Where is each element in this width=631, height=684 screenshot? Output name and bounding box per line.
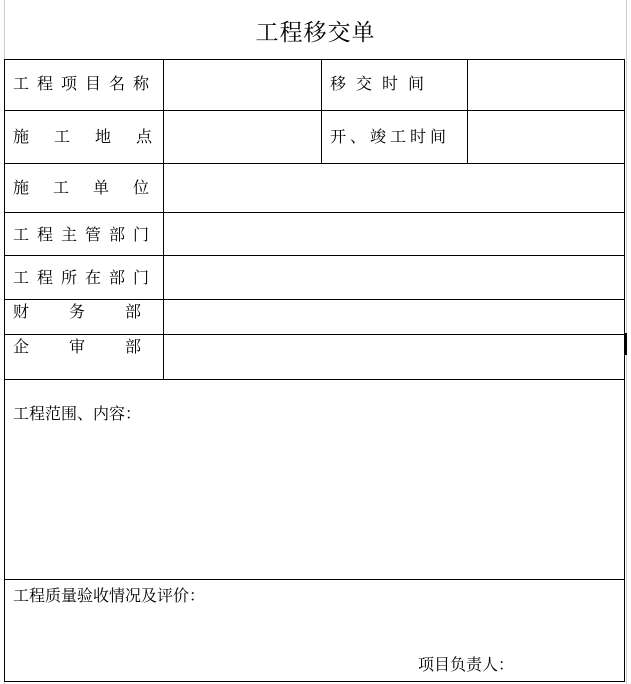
column-divider: [321, 60, 322, 163]
construction-unit-label-text: 施工单位: [13, 178, 174, 197]
project-name-label: [13, 74, 158, 94]
column-divider: [467, 60, 468, 163]
handover-time-label: [330, 74, 434, 94]
construction-unit-field[interactable]: [165, 165, 623, 211]
supervising-dept-label: [13, 225, 157, 245]
document-title: 工程移交单: [255, 20, 376, 46]
enterprise-audit-dept-field[interactable]: [165, 336, 623, 378]
row-divider: [5, 334, 624, 335]
scope-content-field[interactable]: [6, 426, 623, 578]
supervising-dept-label-text: 工程主管部门: [13, 225, 158, 244]
enterprise-audit-dept-label-text: 企审部: [13, 337, 182, 356]
row-divider: [5, 212, 624, 213]
row-divider: [5, 163, 624, 164]
start-end-time-label: [330, 127, 450, 147]
handover-form-table: [4, 59, 625, 682]
located-dept-field[interactable]: [165, 257, 623, 298]
finance-dept-field[interactable]: [165, 301, 623, 333]
column-divider: [163, 60, 164, 379]
project-name-label-text: 工程项目名称: [13, 74, 158, 93]
scope-content-label: 工程范围、内容：: [13, 404, 142, 423]
row-divider: [5, 579, 624, 580]
project-responsible-label: 项目负责人：: [418, 655, 515, 674]
text-cursor-mark: [625, 333, 627, 355]
row-divider: [5, 299, 624, 300]
supervising-dept-field[interactable]: [165, 214, 623, 254]
handover-time-field[interactable]: [469, 61, 623, 109]
row-divider: [5, 379, 624, 380]
located-dept-label: [13, 268, 157, 288]
handover-time-label-text: 移交时间: [330, 74, 435, 93]
finance-dept-label-text: 财务部: [13, 302, 182, 321]
construction-unit-label: [13, 178, 173, 198]
row-divider: [5, 255, 624, 256]
start-end-time-field[interactable]: [469, 112, 623, 162]
row-divider: [5, 110, 624, 111]
project-name-field[interactable]: [165, 61, 320, 109]
construction-site-label-text: 施工地点: [13, 127, 178, 146]
located-dept-label-text: 工程所在部门: [13, 268, 158, 287]
quality-acceptance-label: 工程质量验收情况及评价：: [13, 586, 206, 605]
finance-dept-label: [13, 302, 181, 322]
construction-site-label: [13, 127, 177, 147]
construction-site-field[interactable]: [165, 112, 320, 162]
quality-acceptance-field[interactable]: [6, 608, 623, 648]
start-end-time-label-text: 开、竣工时间: [330, 127, 451, 146]
enterprise-audit-dept-label: [13, 337, 181, 357]
